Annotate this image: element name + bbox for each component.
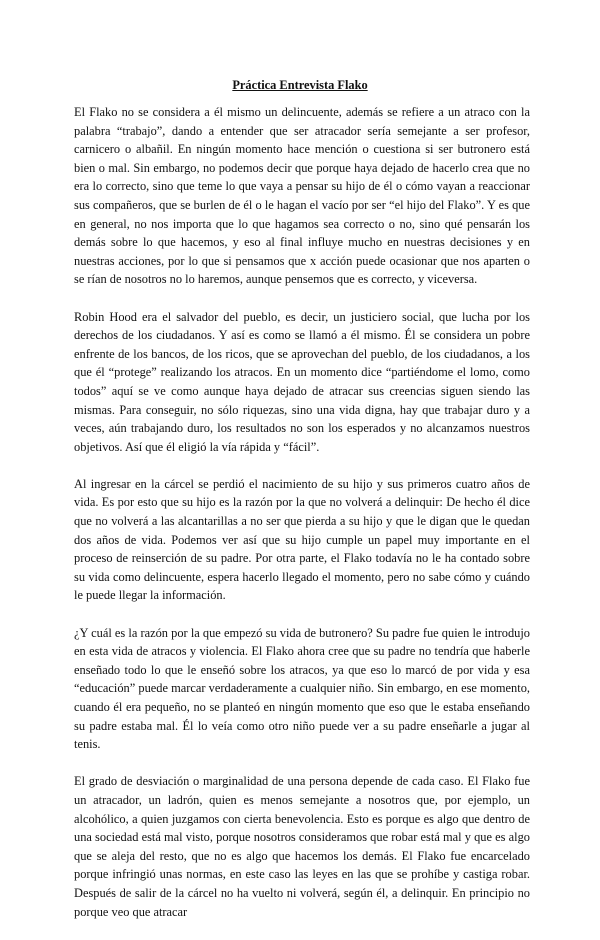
paragraph-5: El grado de desviación o marginalidad de una persona depende de cada caso. El Flako fue un atracador, un ladrón, quien es menos semejante a nosotros que, por ejemplo, un alcohólico, a quien juzgamos con cierta benevolencia. Esto es porque es algo que dentro de una sociedad está mal visto, porque nosotros consideramos que robar está mal y que es algo que se aleja del resto, que no es algo que hacemos los demás. El Flako fue encarcelado porque infringió unas normas, en este caso las leyes en las que se prohíbe y castiga robar. Después de salir de la cárcel no ha vuelto ni volverá, según él, a delinquir. En principio no porque veo que atracar — [74, 774, 530, 919]
document-body — [74, 103, 530, 940]
paragraph-2: Robin Hood era el salvador del pueblo, es decir, un justiciero social, que lucha por los derechos de los ciudadanos. Y así es como se llamó a él mismo. Él se considera un pobre enfrente de los bancos, de los ricos, que se aprovechan del pueblo, de los ciudadanos, a los que él “protege” realizando los atracos. En un momento dice “partiéndome el lomo, como todos” aquí se ve como aunque haya dejado de atracar sus creencias siguen siendo las mismas. Para conseguir, no sólo riquezas, sino una vida digna, hay que trabajar duro y a veces, aún trabajando duro, los resultados no son los esperados y no alcanzamos nuestros objetivos. Así que él eligió la vía rápida y “fácil”. — [74, 309, 530, 454]
paragraph-4: ¿Y cuál es la razón por la que empezó su vida de butronero? Su padre fue quien le introdujo en esta vida de atracos y violencia. El Flako ahora cree que su padre no tendría que haberle enseñado todo lo que le enseñó sobre los atracos, ya que eso lo marcó de por vida y esa “educación” puede marcar verdaderamente a cualquier niño. Sin embargo, en ese momento, cuando él era pequeño, no se planteó en ningún momento que eso que le estaba enseñando su padre estaba mal. Él lo veía como otro niño puede ver a su padre enseñarle a jugar al tenis. — [74, 625, 530, 752]
paragraph-1: El Flako no se considera a él mismo un delincuente, además se refiere a un atraco con la palabra “trabajo”, dando a entender que ser atracador sería semejante a ser profesor, carnicero o albañil. En ningún momento hace mención o cuestiona si ser butronero está bien o mal. Sin embargo, no podemos decir que porque haya dejado de hacerlo crea que no era lo correcto, sino que teme lo que vaya a pensar su hijo de él o cómo vayan a reaccionar sus compañeros, que se burlen de él o le hagan el vacío por ser “el hijo del Flako”. Y es que en general, no nos importa que lo que hagamos sea correcto o no, sino qué pensarán los demás sobre lo que hacemos, y eso al final influye mucho en nuestras decisiones y en nuestras acciones, por lo que si pensamos que x acción puede ocasionar que nos aparten o se rían de nosotros no lo haremos, aunque pensemos que es correcto, y viceversa. — [74, 105, 530, 287]
document-title: Práctica Entrevista Flako — [232, 78, 368, 92]
paragraph-3: Al ingresar en la cárcel se perdió el nacimiento de su hijo y sus primeros cuatro años de vida. Es por esto que su hijo es la razón por la que no volverá a delinquir: De hecho él dice que no volverá a las alcantarillas a no ser que pierda a su hijo y que le digan que le quedan dos años de vida. Podemos ver así que su hijo cumple un papel muy importante en el proceso de reinserción de su padre. Por otra parte, el Flako todavía no le ha contado sobre su vida como delincuente, espera hacerlo llegado el momento, pero no sabe cómo y cuándo le puede llegar la información. — [74, 476, 530, 603]
